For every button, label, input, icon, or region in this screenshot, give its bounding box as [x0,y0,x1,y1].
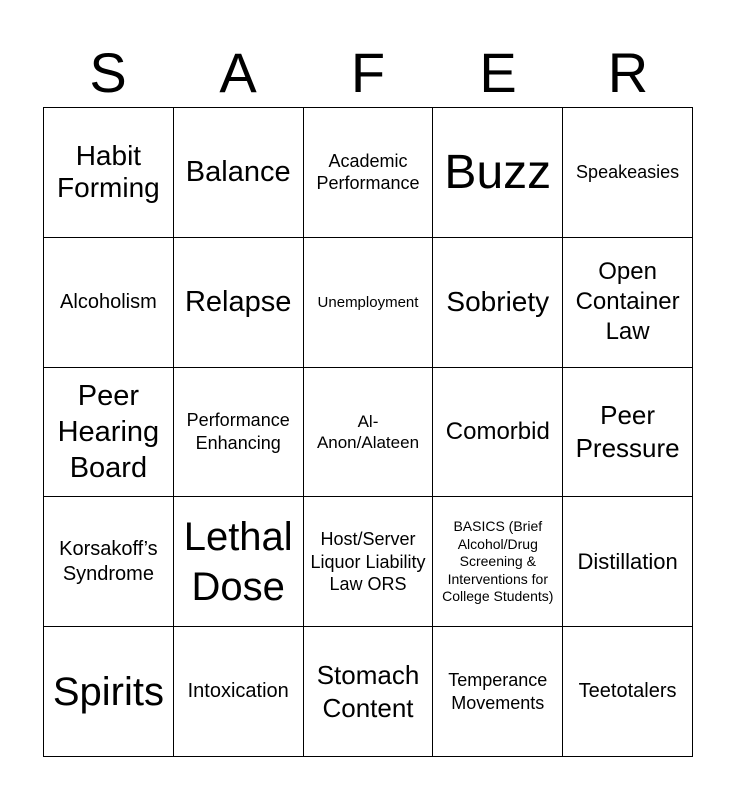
cell-label: Teetotalers [578,680,677,703]
bingo-cell[interactable] [433,497,563,627]
bingo-cell[interactable] [433,238,563,368]
cell-label: Buzz [444,145,552,199]
cell-label: Peer Hearing Board [57,379,160,485]
bingo-cell[interactable] [433,368,563,498]
bingo-board [43,107,693,757]
bingo-cell[interactable] [563,627,693,757]
cell-label: Lethal Dose [183,514,293,609]
cell-label: Host/Server Liquor Liability Law ORS [310,529,426,595]
cell-label: Sobriety [446,286,550,318]
bingo-cell[interactable] [44,627,174,757]
cell-label: Stomach Content [316,660,420,723]
cell-label: Intoxication [187,680,289,703]
bingo-cell[interactable] [44,368,174,498]
cell-label: Habit Forming [57,140,160,204]
bingo-cell[interactable] [563,497,693,627]
bingo-cell[interactable] [563,238,693,368]
bingo-cell[interactable] [433,627,563,757]
bingo-cell[interactable] [304,627,434,757]
bingo-cell[interactable] [563,368,693,498]
cell-label: Unemployment [317,293,419,311]
cell-label: Korsakoff’s Syndrome [59,537,158,585]
bingo-cell[interactable] [174,627,304,757]
bingo-header [43,40,693,106]
header-letter-a: A [219,41,257,104]
header-letter-r: R [607,41,649,104]
cell-label: Performance Enhancing [186,410,290,453]
cell-label: Al-Anon/Alateen [316,411,420,452]
cell-label: Alcoholism [60,290,157,313]
bingo-cell[interactable] [304,238,434,368]
cell-label: Comorbid [445,418,550,446]
bingo-cell[interactable] [174,497,304,627]
cell-label: Speakeasies [576,162,680,183]
bingo-cell[interactable] [174,368,304,498]
bingo-cell[interactable] [44,108,174,238]
bingo-cell[interactable] [44,238,174,368]
cell-label: Spirits [52,669,164,714]
header-letter-e: E [479,41,517,104]
bingo-cell[interactable] [174,238,304,368]
cell-label: Open Container Law [575,258,680,346]
cell-label: Temperance Movements [448,670,548,713]
cell-label: Academic Performance [316,150,420,194]
bingo-cell[interactable] [304,497,434,627]
cell-label: BASICS (Brief Alcohol/Drug Screening & Interventions for College Students) [442,518,554,605]
bingo-cell[interactable] [304,368,434,498]
bingo-cell[interactable] [304,108,434,238]
cell-label: Distillation [577,549,678,575]
cell-label: Relapse [184,285,292,318]
header-letter-f: F [350,41,386,104]
bingo-cell[interactable] [44,497,174,627]
bingo-cell[interactable] [174,108,304,238]
cell-label: Balance [185,155,291,188]
bingo-cell[interactable] [563,108,693,238]
bingo-cell[interactable] [433,108,563,238]
header-letter-s: S [89,41,127,104]
cell-label: Peer Pressure [575,400,680,463]
